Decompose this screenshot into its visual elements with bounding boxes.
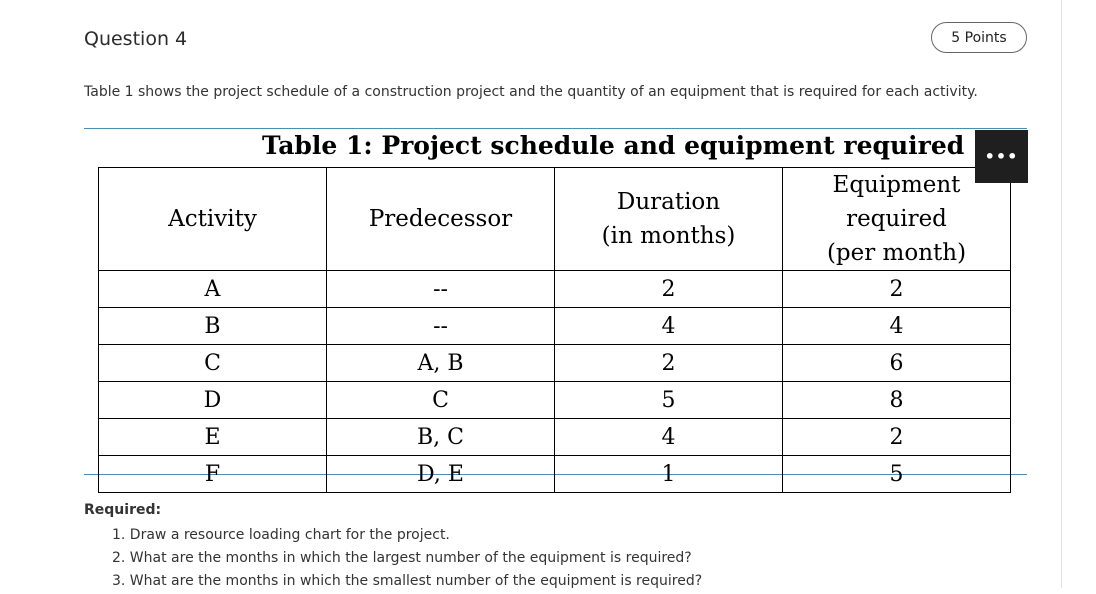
- question-text: Table 1 shows the project schedule of a construction project and the quantity of an equipment that is required for each activity.: [84, 84, 978, 100]
- header-activity: Activity: [99, 168, 327, 271]
- table-row: [99, 345, 1011, 382]
- cell-predecessor: --: [327, 271, 555, 308]
- cell-equipment: 6: [783, 345, 1011, 382]
- required-item: 2. What are the months in which the largest number of the equipment is required?: [112, 550, 692, 566]
- table-row: [99, 308, 1011, 345]
- cell-equipment: 8: [783, 382, 1011, 419]
- cell-activity: E: [99, 419, 327, 456]
- content-divider: [1061, 0, 1062, 588]
- cell-activity: A: [99, 271, 327, 308]
- cell-duration: 1: [555, 456, 783, 493]
- more-icon: •••: [984, 147, 1019, 166]
- cell-predecessor: D, E: [327, 456, 555, 493]
- cell-duration: 4: [555, 308, 783, 345]
- cell-predecessor: C: [327, 382, 555, 419]
- required-heading: Required:: [84, 502, 162, 518]
- points-badge: 5 Points: [931, 22, 1027, 53]
- question-title: Question 4: [84, 28, 188, 50]
- image-more-button[interactable]: [975, 130, 1028, 183]
- table-row: [99, 382, 1011, 419]
- schedule-table: [98, 167, 1011, 493]
- required-list: [112, 525, 702, 594]
- cell-predecessor: A, B: [327, 345, 555, 382]
- table-caption: Table 1: Project schedule and equipment required: [262, 131, 965, 160]
- cell-activity: D: [99, 382, 327, 419]
- cell-equipment: 2: [783, 419, 1011, 456]
- cell-activity: C: [99, 345, 327, 382]
- cell-activity: F: [99, 456, 327, 493]
- required-item: 1. Draw a resource loading chart for the project.: [112, 527, 450, 543]
- table-row: [99, 419, 1011, 456]
- cell-predecessor: --: [327, 308, 555, 345]
- cell-duration: 4: [555, 419, 783, 456]
- header-predecessor: Predecessor: [327, 168, 555, 271]
- cell-activity: B: [99, 308, 327, 345]
- header-equipment: Equipment required (per month): [783, 168, 1011, 271]
- required-item: 3. What are the months in which the smallest number of the equipment is required?: [112, 573, 703, 589]
- cell-equipment: 2: [783, 271, 1011, 308]
- cell-duration: 2: [555, 271, 783, 308]
- cell-equipment: 5: [783, 456, 1011, 493]
- table-row: [99, 271, 1011, 308]
- cell-duration: 2: [555, 345, 783, 382]
- cell-predecessor: B, C: [327, 419, 555, 456]
- header-duration: Duration (in months): [555, 168, 783, 271]
- table-header-row: [99, 168, 1011, 271]
- table-row: [99, 456, 1011, 493]
- cell-equipment: 4: [783, 308, 1011, 345]
- cell-duration: 5: [555, 382, 783, 419]
